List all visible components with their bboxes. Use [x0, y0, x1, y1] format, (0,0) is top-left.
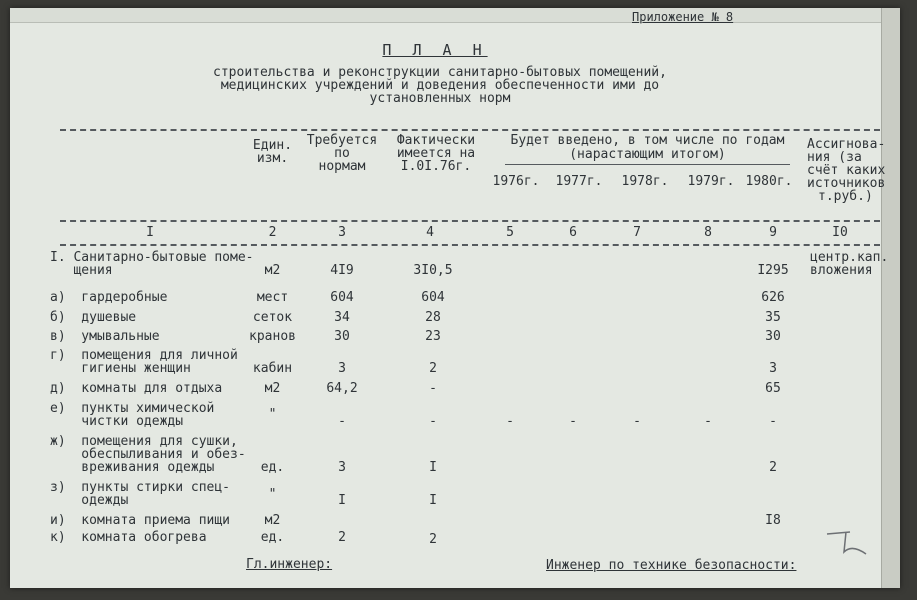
row-label: щения — [50, 263, 113, 278]
row-1980: 2 — [769, 460, 777, 475]
colnum-7: 7 — [633, 225, 641, 240]
subtitle-line-2: медицинских учреждений и доведения обеспеченности ими до — [220, 78, 660, 93]
row-1980: 35 — [765, 310, 781, 325]
row-actual: - — [429, 414, 437, 429]
row-funds: центр.кап. — [810, 250, 889, 265]
annex-label: Приложение № 8 — [632, 10, 734, 24]
subtitle-line-1: строительства и реконструкции санитарно-бытовых помещений, — [213, 65, 667, 80]
row-unit: кранов — [249, 329, 296, 344]
row-label: в) умывальные — [50, 329, 160, 344]
row-actual: 604 — [421, 290, 445, 305]
row-actual: I — [429, 493, 437, 508]
row-1976: - — [506, 414, 514, 429]
row-label: одежды — [50, 493, 129, 508]
row-unit: ед. — [260, 460, 285, 475]
row-1980: 65 — [765, 381, 781, 396]
row-actual: - — [429, 381, 437, 396]
row-unit: м2 — [264, 263, 281, 278]
row-unit: м2 — [264, 381, 281, 396]
row-required: 2 — [338, 530, 346, 545]
row-unit: кабин — [252, 361, 293, 376]
row-required: 30 — [334, 329, 350, 344]
row-1979: - — [704, 414, 712, 429]
row-unit: сеток — [252, 310, 293, 325]
subtitle-line-3: установленных норм — [369, 91, 511, 106]
row-1980: 30 — [765, 329, 781, 344]
document-sheet — [10, 8, 900, 588]
row-label: гигиены женщин — [50, 361, 191, 376]
row-required: 3 — [338, 460, 346, 475]
row-actual: 2 — [429, 361, 437, 376]
chief-engineer-signature-line: Гл.инженер: — [246, 557, 333, 572]
row-1977: - — [569, 414, 577, 429]
colnum-2: 2 — [268, 225, 277, 240]
header-planned-2: (нарастающим итогом) — [569, 147, 726, 162]
header-funds-4: источников — [807, 176, 886, 191]
header-funds-3: счёт каких — [807, 163, 886, 178]
page-edge — [881, 8, 900, 588]
header-required-3: нормам — [318, 159, 366, 174]
row-actual: I — [429, 460, 437, 475]
row-label: обеспыливания и обез- — [50, 447, 246, 462]
previous-page-edge — [10, 8, 900, 23]
row-required: 604 — [330, 290, 354, 305]
colnum-6: 6 — [569, 225, 577, 240]
colnum-10: I0 — [832, 225, 848, 240]
row-label: г) помещения для личной — [50, 348, 238, 363]
header-planned-1: Будет введено, в том числе по годам — [510, 133, 785, 148]
row-unit: ед. — [260, 530, 285, 545]
colnum-bottom-rule — [60, 244, 880, 246]
row-label: ж) помещения для сушки, — [50, 434, 238, 449]
row-label: б) душевые — [50, 310, 137, 325]
row-label: I. Санитарно-бытовые поме- — [50, 250, 254, 265]
row-actual: 2 — [429, 532, 437, 547]
header-required-1: Требуется — [306, 133, 378, 148]
colnum-4: 4 — [426, 225, 434, 240]
header-year-1978: 1978г. — [621, 174, 669, 189]
row-1980: I8 — [765, 513, 781, 528]
row-label: а) гардеробные — [50, 290, 168, 305]
row-label: и) комната приема пищи — [50, 513, 231, 528]
header-actual-1: Фактически — [396, 133, 476, 148]
header-funds-2: ния (за — [807, 150, 862, 165]
row-required: 3 — [338, 361, 346, 376]
row-actual: 28 — [425, 310, 441, 325]
row-1980: - — [769, 414, 777, 429]
header-funds-1: Ассигнова- — [807, 137, 886, 152]
row-label: е) пункты химической — [50, 401, 215, 416]
row-actual: 3I0,5 — [413, 263, 453, 278]
row-label: з) пункты стирки спец- — [50, 480, 231, 495]
pencil-mark-icon — [822, 526, 872, 560]
colnum-3: 3 — [338, 225, 346, 240]
header-actual-3: I.0I.76г. — [400, 159, 472, 174]
header-top-rule — [60, 129, 880, 131]
row-1980: 3 — [769, 361, 777, 376]
header-bottom-rule — [60, 220, 880, 222]
row-required: - — [338, 414, 346, 429]
row-required: 34 — [334, 310, 350, 325]
safety-engineer-signature-line: Инженер по технике безопасности: — [546, 558, 797, 573]
header-year-1977: 1977г. — [555, 174, 603, 189]
row-unit: " — [268, 407, 277, 422]
header-actual-2: имеется на — [396, 146, 476, 161]
colnum-8: 8 — [704, 225, 712, 240]
row-label: вреживания одежды — [50, 460, 215, 475]
header-year-1976: 1976г. — [492, 174, 540, 189]
row-required: I — [338, 493, 346, 508]
years-group-rule — [505, 164, 790, 165]
row-label: д) комнаты для отдыха — [50, 381, 223, 396]
page-title: П Л А Н — [382, 41, 488, 59]
row-label: к) комната обогрева — [50, 530, 207, 545]
colnum-5: 5 — [506, 225, 514, 240]
header-required-2: по — [334, 146, 350, 161]
header-unit-1: Един. — [252, 138, 293, 153]
row-funds: вложения — [810, 263, 873, 278]
row-1978: - — [633, 414, 641, 429]
header-year-1979: 1979г. — [687, 174, 735, 189]
row-unit: " — [268, 487, 277, 502]
row-required: 64,2 — [326, 381, 358, 396]
row-1980: 626 — [761, 290, 785, 305]
row-unit: м2 — [264, 513, 281, 528]
colnum-9: 9 — [769, 225, 777, 240]
row-label: чистки одежды — [50, 414, 184, 429]
row-1980: I295 — [757, 263, 789, 278]
header-year-1980: 1980г. — [745, 174, 793, 189]
row-unit: мест — [256, 290, 289, 305]
colnum-1: I — [146, 225, 154, 240]
header-funds-5: т.руб.) — [818, 189, 873, 204]
row-actual: 23 — [425, 329, 441, 344]
header-unit-2: изм. — [256, 151, 289, 166]
row-required: 4I9 — [330, 263, 354, 278]
